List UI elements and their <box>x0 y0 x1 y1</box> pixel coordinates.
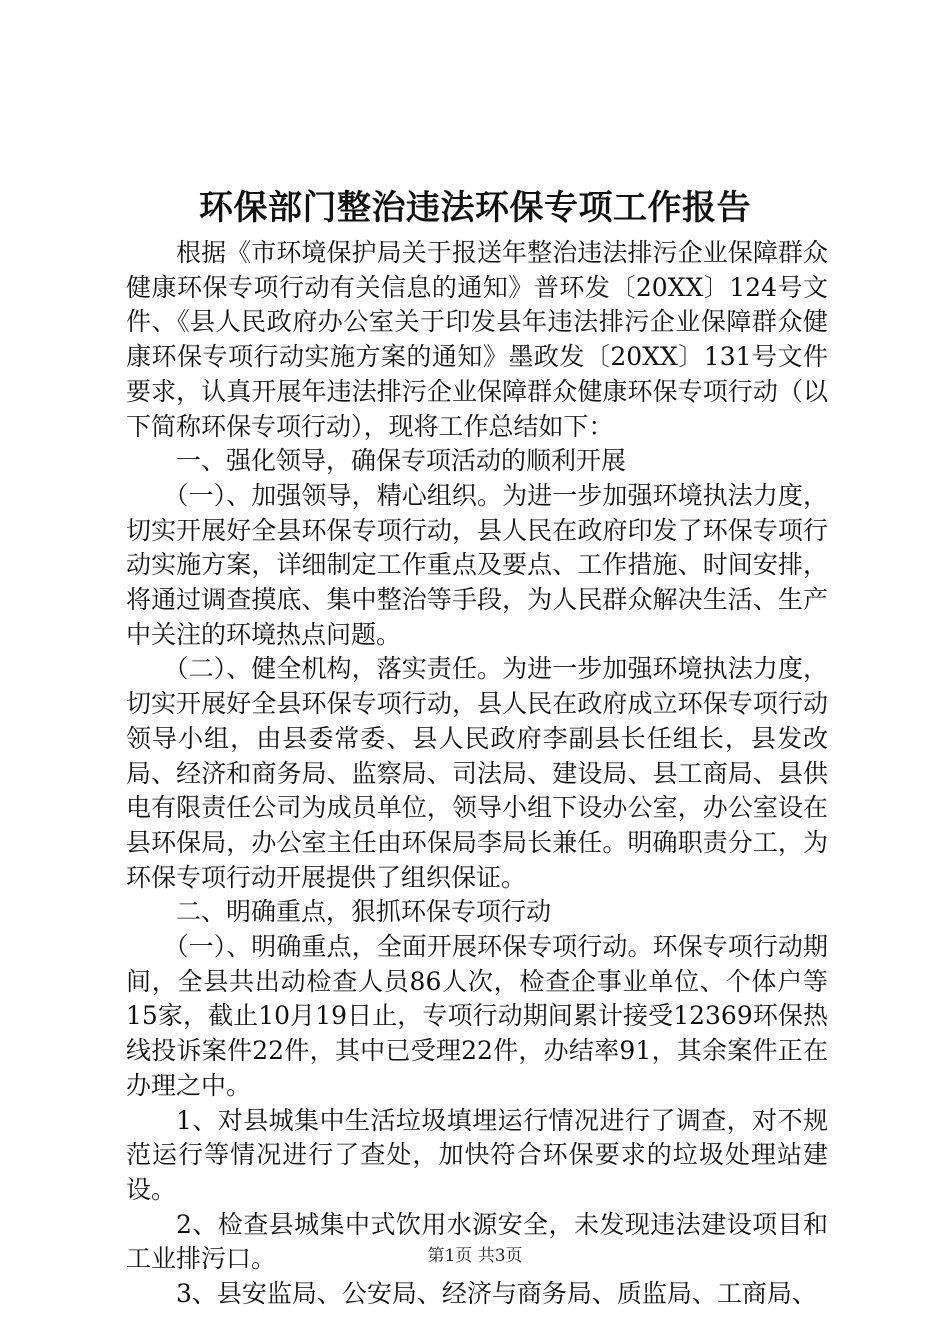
document-title: 环保部门整治违法环保专项工作报告 <box>199 188 751 228</box>
paragraph-1-1: （一）、加强领导，精心组织。为进一步加强环境执法力度，切实开展好全县环保专项行动，县人民在政府印发了环保专项行动实施方案，详细制定工作重点及要点、工作措施、时间安排，将通过调查摸底、集中整治等手段，为人民群众解决生活、生产中关注的环境热点问题。 <box>126 480 828 649</box>
paragraph-2-1: （一）、明确重点，全面开展环保专项行动。环保专项行动期间，全县共出动检查人员86人次，检查企事业单位、个体户等15家，截止10月19日止，专项行动期间累计接受12369环保热线投诉案件22件，其中已受理22件，办结率91，其余案件正在办理之中。 <box>126 932 828 1100</box>
section-heading-1: 一、强化领导，确保专项活动的顺利开展 <box>176 446 627 476</box>
list-item-2: 2、检查县城集中式饮用水源安全，未发现违法建设项目和工业排污口。 <box>126 1209 828 1274</box>
list-item-1: 1、对县城集中生活垃圾填埋运行情况进行了调查，对不规范运行等情况进行了查处，加快符合环保要求的垃圾处理站建设。 <box>126 1105 828 1204</box>
section-heading-2: 二、明确重点，狠抓环保专项行动 <box>176 897 552 927</box>
paragraph-intro: 根据《市环境保护局关于报送年整治违法排污企业保障群众健康环保专项行动有关信息的通知》普环发〔20XX〕124号文件、《县人民政府办公室关于印发县年违法排污企业保障群众健康环保专项行动实施方案的通知》墨政发〔20XX〕131号文件要求，认真开展年违法排污企业保障群众健康环保专项行动（以下简称环保专项行动），现将工作总结如下： <box>126 238 828 441</box>
list-item-3: 3、县安监局、公安局、经济与商务局、质监局、工商局、 <box>176 1279 817 1309</box>
page-footer: 第1页 共3页 <box>427 1246 523 1266</box>
document-body <box>126 236 828 1312</box>
paragraph-1-2: （二）、健全机构，落实责任。为进一步加强环境执法力度，切实开展好全县环保专项行动，县人民在政府成立环保专项行动领导小组，由县委常委、县人民政府李副县长任组长，县发改局、经济和商务局、监察局、司法局、建设局、县工商局、县供电有限责任公司为成员单位，领导小组下设办公室，办公室设在县环保局，办公室主任由环保局李局长兼任。明确职责分工，为环保专项行动开展提供了组织保证。 <box>126 654 828 892</box>
